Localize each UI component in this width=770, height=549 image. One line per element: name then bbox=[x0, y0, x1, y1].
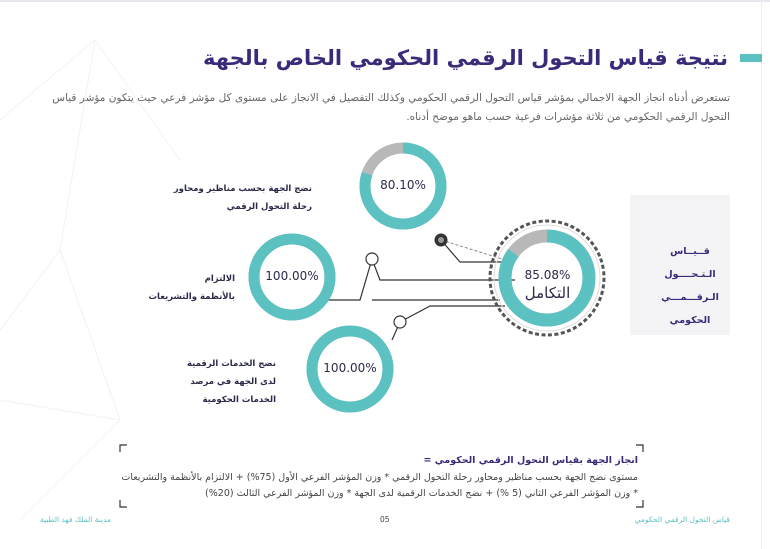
footer-organization: مدينة الملك فهد الطبية bbox=[40, 515, 112, 524]
total-value: 85.08% bbox=[524, 268, 571, 282]
indicator-2-label: الالتزام بالأنظمة والتشريعات bbox=[148, 274, 235, 302]
side-box-text: قــيــاس الـتـحــــول الـرقـــمـــي الحكومي bbox=[661, 246, 719, 326]
connector-node-3 bbox=[394, 316, 406, 328]
connector-lines bbox=[318, 240, 515, 340]
indicator-1-label: نضج الجهة بحسب مناظير ومحاور رحلة التحول الرقمي bbox=[173, 184, 312, 212]
indicator-3-value: 100.00% bbox=[323, 361, 377, 375]
connector-node-1-inner bbox=[438, 237, 444, 243]
indicator-1-value: 80.10% bbox=[380, 178, 426, 192]
total-label: التكامل bbox=[524, 284, 571, 302]
formula-title: انجاز الجهة بقياس التحول الرقمي الحكومي = bbox=[423, 455, 638, 466]
connector-node-2 bbox=[366, 253, 378, 265]
indicator-3-label: نضج الخدمات الرقمية لدى الجهة في مرصد الخدمات الحكومية bbox=[186, 359, 276, 405]
indicator-2-value: 100.00% bbox=[265, 269, 319, 283]
formula-text: مستوى نضج الجهة بحسب مناظير ومحاور رحلة التحول الرقمي * وزن المؤشر الفرعي الأول (75%) + الالتزام بالأنظمة والتشريعات * وزن المؤشر الفرعي الثاني (5 %) + نضج الخدمات الرقمية لدى الجهة * وزن المؤشر الفرعي الثالث (20%) bbox=[121, 472, 638, 499]
footer-page-number: 05 bbox=[380, 515, 390, 524]
footer-report-name: قياس التحول الرقمي الحكومي bbox=[634, 515, 730, 524]
intro-paragraph: تستعرض أدناه انجاز الجهة الاجمالي بمؤشر قياس التحول الرقمي الحكومي وكذلك التفصيل في الانجاز على مستوى كل مؤشر فرعي حيث يتكون مؤشر قياس التحول الرقمي الحكومي من ثلاثة مؤشرات فرعية حسب ماهو موضح أدناه. bbox=[52, 92, 730, 123]
page-title: نتيجة قياس التحول الرقمي الحكومي الخاص بالجهة bbox=[203, 46, 728, 70]
